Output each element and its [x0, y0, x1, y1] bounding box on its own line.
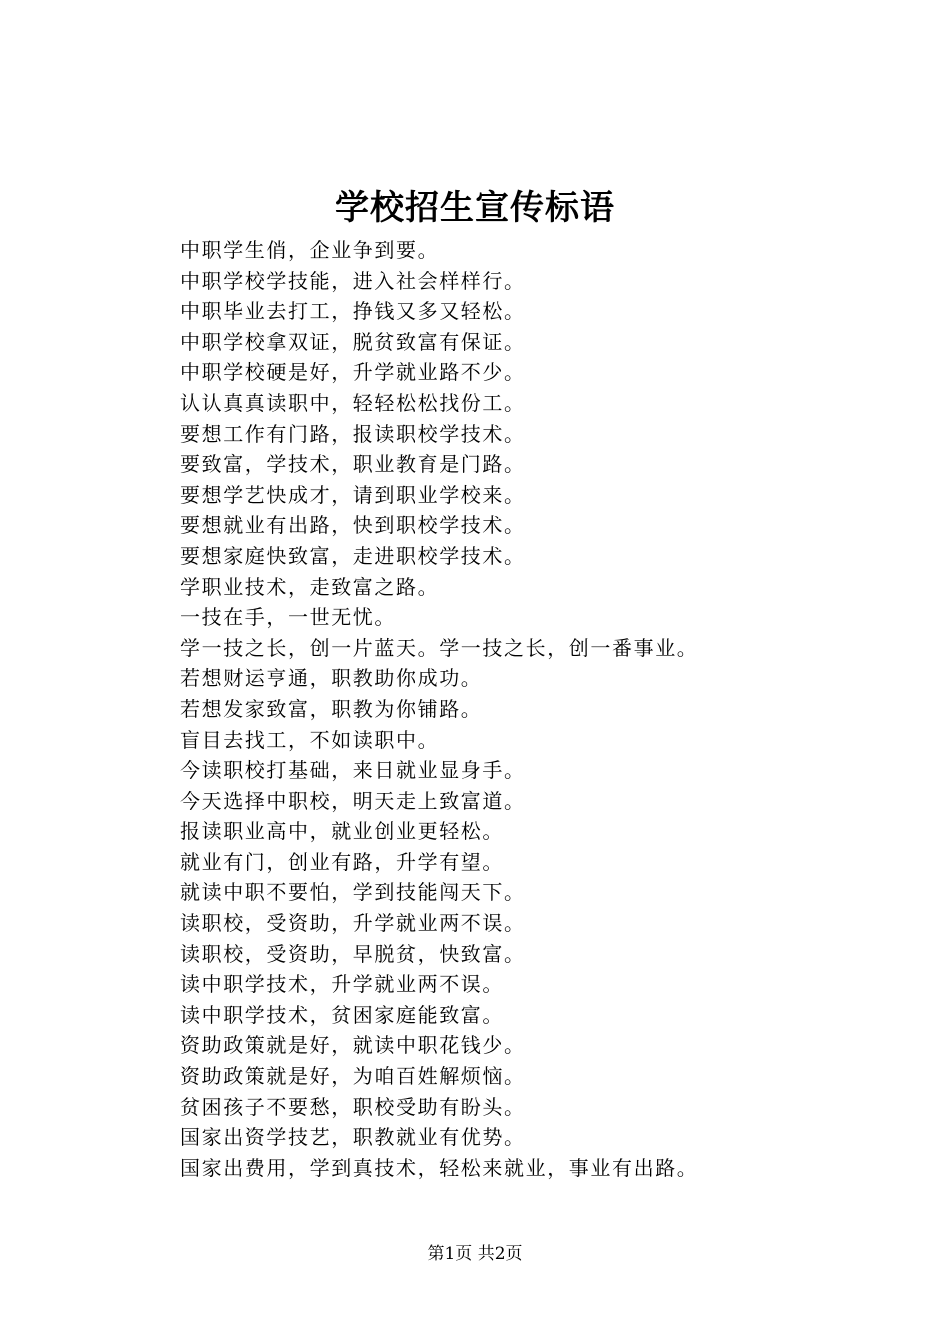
- slogan-line: 要致富，学技术，职业教育是门路。: [180, 452, 526, 477]
- slogan-line: 中职毕业去打工，挣钱又多又轻松。: [180, 299, 526, 324]
- slogan-line: 若想发家致富，职教为你铺路。: [180, 696, 483, 721]
- slogan-line: 中职学校硬是好，升学就业路不少。: [180, 360, 526, 385]
- slogan-line: 若想财运亨通，职教助你成功。: [180, 666, 483, 691]
- slogan-line: 今天选择中职校，明天走上致富道。: [180, 788, 526, 813]
- slogan-line: 学一技之长，创一片蓝天。学一技之长，创一番事业。: [180, 635, 699, 660]
- slogan-line: 要想就业有出路，快到职校学技术。: [180, 513, 526, 538]
- slogan-line: 中职学校学技能，进入社会样样行。: [180, 268, 526, 293]
- slogan-line: 贫困孩子不要愁，职校受助有盼头。: [180, 1094, 526, 1119]
- slogan-line: 报读职业高中，就业创业更轻松。: [180, 819, 504, 844]
- slogan-line: 中职学生俏，企业争到要。: [180, 238, 440, 262]
- slogan-line: 认认真真读职中，轻轻松松找份工。: [180, 390, 526, 415]
- slogan-line: 要想工作有门路，报读职校学技术。: [180, 421, 526, 446]
- slogan-line: 要想家庭快致富，走进职校学技术。: [180, 543, 526, 568]
- slogan-line: 一技在手，一世无忧。: [180, 605, 396, 630]
- slogan-line: 读职校，受资助，升学就业两不误。: [180, 911, 526, 936]
- page-number: 第1页 共2页: [427, 1244, 523, 1264]
- slogan-line: 国家出费用，学到真技术，轻松来就业，事业有出路。: [180, 1155, 699, 1180]
- slogan-line: 中职学校拿双证，脱贫致富有保证。: [180, 329, 526, 354]
- slogan-line: 资助政策就是好，为咱百姓解烦恼。: [180, 1064, 526, 1089]
- slogan-line: 今读职校打基础，来日就业显身手。: [180, 758, 526, 783]
- slogan-line: 读职校，受资助，早脱贫，快致富。: [180, 941, 526, 966]
- slogan-list: [180, 235, 880, 1183]
- slogan-line: 读中职学技术，升学就业两不误。: [180, 972, 504, 997]
- slogan-line: 要想学艺快成才，请到职业学校来。: [180, 482, 526, 507]
- slogan-line: 读中职学技术，贫困家庭能致富。: [180, 1002, 504, 1027]
- slogan-line: 盲目去找工，不如读职中。: [180, 727, 440, 752]
- page-title: 学校招生宣传标语: [335, 188, 615, 228]
- slogan-line: 学职业技术，走致富之路。: [180, 574, 440, 599]
- slogan-line: 国家出资学技艺，职教就业有优势。: [180, 1125, 526, 1150]
- slogan-line: 就读中职不要怕，学到技能闯天下。: [180, 880, 526, 905]
- slogan-line: 就业有门，创业有路，升学有望。: [180, 849, 504, 874]
- slogan-line: 资助政策就是好，就读中职花钱少。: [180, 1033, 526, 1058]
